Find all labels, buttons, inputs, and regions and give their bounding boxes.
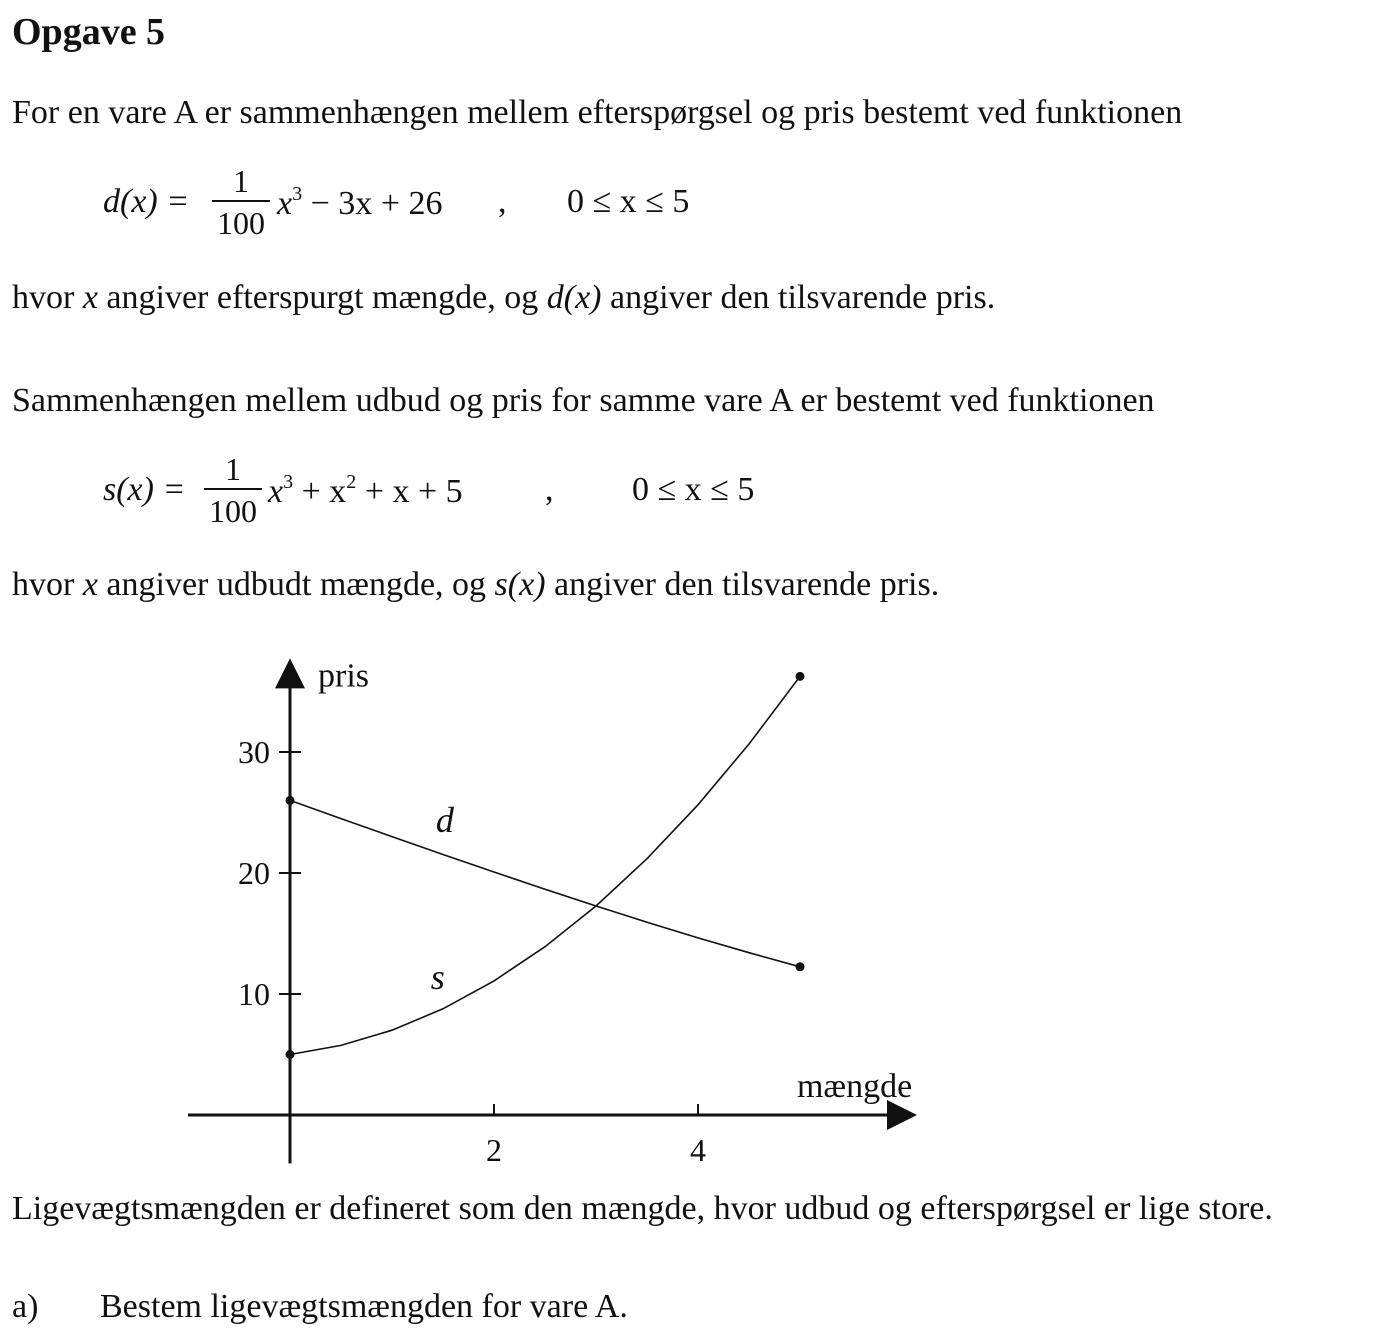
demand-note-part1: hvor	[12, 279, 83, 316]
y-tick-label-10: 10	[238, 976, 270, 1012]
supply-mid-exp: 2	[346, 471, 357, 493]
demand-fraction	[212, 164, 270, 240]
supply-note	[12, 566, 939, 604]
supply-tail: + x + 5	[356, 473, 463, 510]
endpoint-d-end	[796, 962, 805, 971]
demand-note-part3: angiver den tilsvarende pris.	[601, 279, 996, 316]
supply-lhs: s(x) =	[103, 471, 186, 508]
definition: Ligevægtsmængden er defineret som den mængde, hvor udbud og efterspørgsel er lige store.	[12, 1190, 1273, 1227]
demand-term-exp: 3	[292, 183, 303, 205]
supply-domain: 0 ≤ x ≤ 5	[632, 471, 755, 508]
y-tick-label-30: 30	[238, 734, 270, 770]
supply-note-part2: angiver udbudt mængde, og	[97, 566, 495, 603]
endpoint-s-end	[796, 672, 805, 681]
supply-note-func: s(x)	[494, 566, 546, 603]
curve-label-d: d	[435, 799, 454, 840]
endpoint-d-start	[286, 796, 295, 805]
supply-fraction	[204, 452, 262, 528]
supply-demand-chart	[0, 640, 1385, 1200]
demand-note-func: d(x)	[546, 279, 602, 316]
demand-denominator: 100	[217, 205, 265, 241]
supply-denominator: 100	[209, 493, 257, 529]
question-a	[12, 1288, 628, 1326]
x-tick-label-4: 4	[690, 1132, 706, 1168]
supply-note-var: x	[82, 566, 98, 603]
demand-note	[12, 279, 995, 317]
curve-s	[290, 676, 800, 1054]
supply-mid: + x	[293, 473, 347, 510]
x-axis-label: mængde	[796, 1068, 913, 1105]
demand-numerator: 1	[233, 163, 249, 199]
supply-term-var: x	[268, 473, 284, 510]
supply-note-part3: angiver den tilsvarende pris.	[545, 566, 940, 603]
demand-separator: ,	[498, 183, 507, 220]
endpoint-s-start	[286, 1050, 295, 1059]
intro-supply: Sammenhængen mellem udbud og pris for samme vare A er bestemt ved funktionen	[12, 382, 1155, 419]
question-label: a)	[12, 1288, 39, 1325]
x-tick-label-2: 2	[486, 1132, 502, 1168]
supply-separator: ,	[545, 471, 554, 508]
intro-demand: For en vare A er sammenhængen mellem efterspørgsel og pris bestemt ved funktionen	[12, 94, 1183, 131]
demand-lhs: d(x) =	[103, 183, 190, 220]
question-text: Bestem ligevægtsmængden for vare A.	[100, 1288, 628, 1325]
demand-term-var: x	[277, 185, 293, 222]
demand-note-part2: angiver efterspurgt mængde, og	[97, 279, 547, 316]
curve-label-s: s	[430, 957, 445, 998]
y-tick-label-20: 20	[238, 855, 270, 891]
supply-note-part1: hvor	[12, 566, 83, 603]
demand-note-var: x	[82, 279, 98, 316]
y-axis-label: pris	[318, 657, 369, 695]
supply-numerator: 1	[225, 451, 241, 487]
supply-term-exp: 3	[283, 471, 294, 493]
curve-d	[290, 800, 800, 966]
page-title: Opgave 5	[12, 11, 166, 53]
demand-domain: 0 ≤ x ≤ 5	[567, 183, 690, 220]
demand-tail: − 3x + 26	[302, 185, 443, 222]
